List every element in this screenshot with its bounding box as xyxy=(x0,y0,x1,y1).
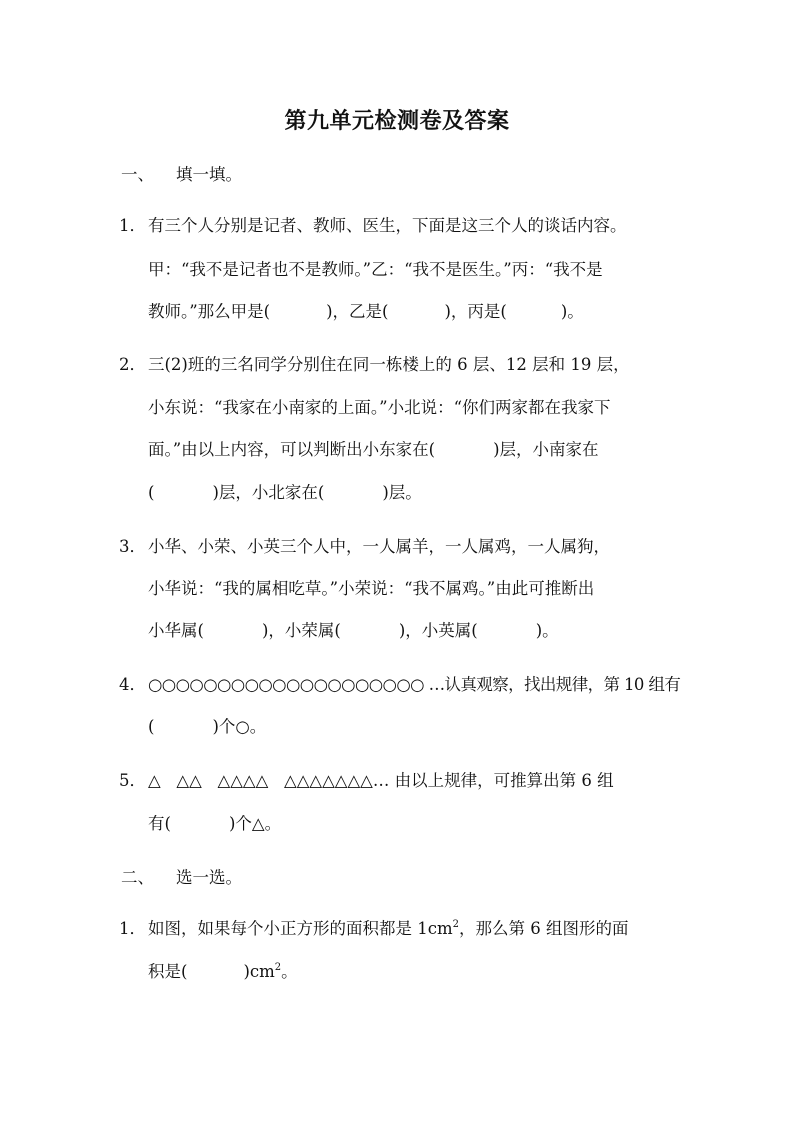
q1-text-b: )，乙是( xyxy=(326,302,389,321)
section-2-heading xyxy=(121,867,242,889)
q3-text-d: )。 xyxy=(535,621,559,640)
q2-line-2: 小东说：“我家在小南家的上面。”小北说：“你们两家都在我家下 xyxy=(148,398,611,417)
s2q1-text-e: 。 xyxy=(281,962,298,981)
q5-number: 5． xyxy=(119,771,146,790)
q1-line-3 xyxy=(148,301,584,323)
section-1-text: 填一填。 xyxy=(176,165,242,184)
s2q1-number: 1． xyxy=(119,919,146,938)
q2-text-c: ( xyxy=(148,483,155,502)
q2-line-1: 三(2)班的三名同学分别住在同一栋楼上的 6 层、12 层和 19 层， xyxy=(148,355,630,374)
q2-number: 2． xyxy=(119,355,146,374)
q3-text-c: )，小英属( xyxy=(398,621,478,640)
page-title: 第九单元检测卷及答案 xyxy=(284,109,510,134)
q1-line-2: 甲：“我不是记者也不是教师。”乙：“我不是医生。”丙：“我不是 xyxy=(148,260,603,279)
s2q1-text-c: 积是( xyxy=(148,962,188,981)
section-1-label: 一、 xyxy=(121,165,154,184)
q5-text-b: )个△。 xyxy=(228,814,282,833)
s2q1-superscript-1: 2 xyxy=(452,919,460,930)
q3-text-a: 小华属( xyxy=(148,621,204,640)
q3-line-3 xyxy=(148,620,559,642)
q2-text-e: )层。 xyxy=(382,483,422,502)
q2-line-3 xyxy=(148,439,599,461)
s2q1-superscript-2: 2 xyxy=(274,962,282,973)
section-2-text: 选一选。 xyxy=(176,868,242,887)
q3-number: 3． xyxy=(119,537,146,556)
s2q1-line-1 xyxy=(148,918,629,940)
q5-text-a: 有( xyxy=(148,814,171,833)
q1-text-a: 教师。”那么甲是( xyxy=(148,302,271,321)
q3-line-1: 小华、小荣、小英三个人中，一人属羊，一人属鸡，一人属狗， xyxy=(148,537,610,556)
q4-number: 4． xyxy=(119,675,146,694)
q2-text-d: )层，小北家在( xyxy=(212,483,325,502)
s2q1-text-a: 如图，如果每个小正方形的面积都是 1cm xyxy=(148,919,453,938)
q3-text-b: )，小荣属( xyxy=(261,621,341,640)
s2q1-text-b: ，那么第 6 组图形的面 xyxy=(459,919,629,938)
q3-line-2: 小华说：“我的属相吃草。”小荣说：“我不属鸡。”由此可推断出 xyxy=(148,579,595,598)
section-1-heading xyxy=(121,164,242,186)
q4-line-2 xyxy=(148,716,266,738)
section-2-label: 二、 xyxy=(121,868,154,887)
s2q1-line-2 xyxy=(148,961,298,983)
q4-text-a: ( xyxy=(148,717,155,736)
q2-text-b: )层，小南家在 xyxy=(493,440,599,459)
q1-text-c: )，丙是( xyxy=(444,302,507,321)
q4-text-b: )个○。 xyxy=(212,717,267,736)
s2q1-text-d: )cm xyxy=(243,962,275,981)
q1-number: 1． xyxy=(119,216,146,235)
q2-line-4 xyxy=(148,482,422,504)
q1-line-1: 有三个人分别是记者、教师、医生，下面是这三个人的谈话内容。 xyxy=(148,216,627,235)
q2-text-a: 面。”由以上内容，可以判断出小东家在( xyxy=(148,440,436,459)
q5-line-2 xyxy=(148,813,281,835)
q1-text-d: )。 xyxy=(560,302,584,321)
q4-line-1: ○○○○○○○○○○○○○○○○○○○○ …认真观察，找出规律，第 10 组有 xyxy=(148,675,681,694)
q5-line-1: △ △△ △△△△ △△△△△△△… 由以上规律，可推算出第 6 组 xyxy=(148,771,614,790)
